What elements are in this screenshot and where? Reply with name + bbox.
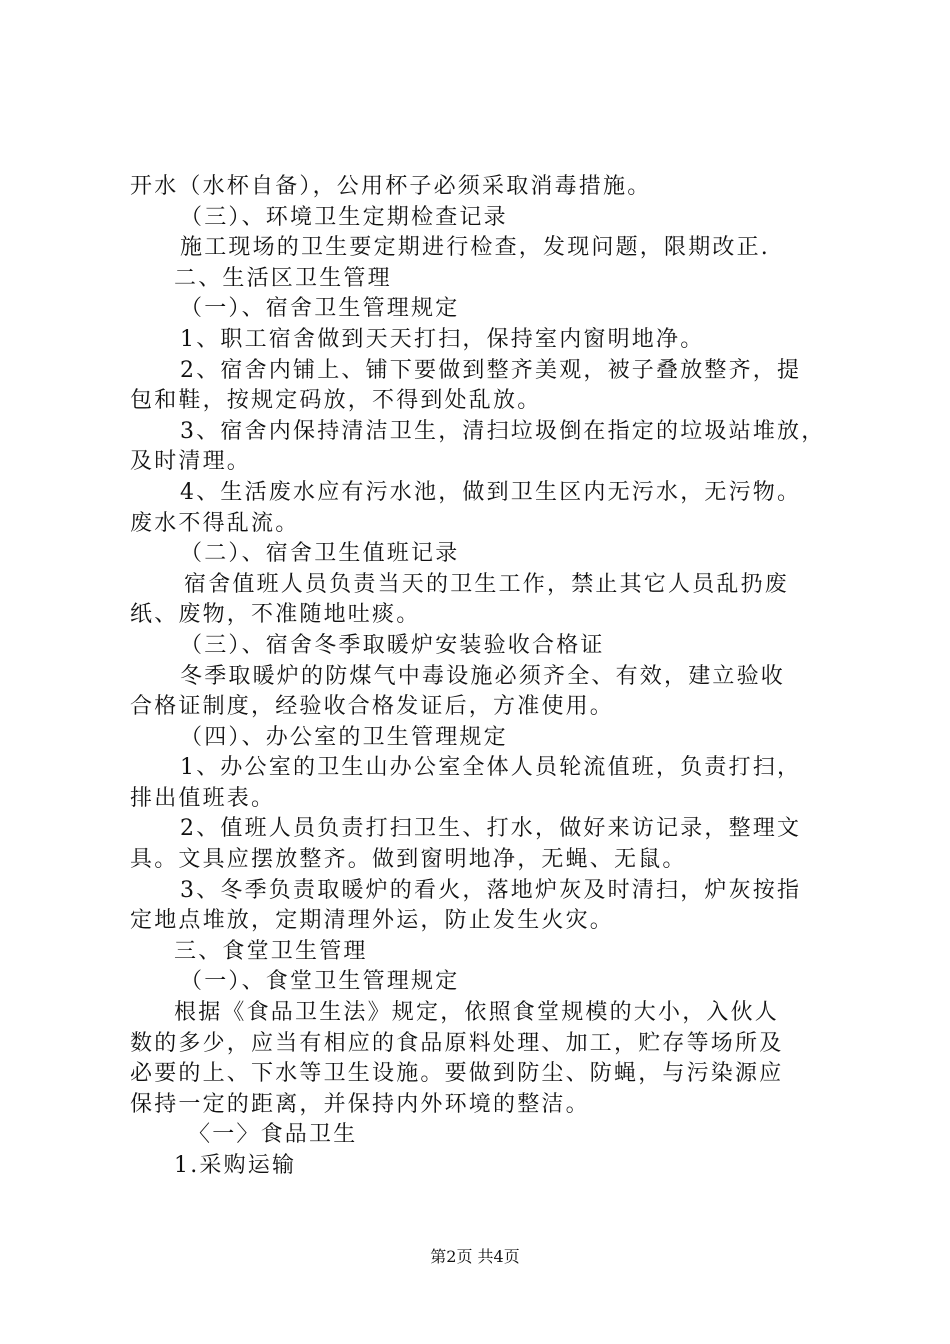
text-line: 根据《食品卫生法》规定，依照食堂规模的大小，入伙人 <box>174 1000 780 1026</box>
text-line: 合格证制度，经验收合格发证后，方准使用。 <box>130 694 615 720</box>
text-line: （一）、宿舍卫生管理规定 <box>180 296 460 322</box>
text-line: 具。文具应摆放整齐。做到窗明地净，无蝇、无鼠。 <box>130 847 687 873</box>
text-line: 3、冬季负责取暖炉的看火，落地炉灰及时清扫，炉灰按指 <box>180 877 802 903</box>
text-line: （四）、办公室的卫生管理规定 <box>180 724 508 750</box>
text-line: 及时清理。 <box>130 449 252 475</box>
text-line: 冬季取暖炉的防煤气中毒设施必须齐全、有效，建立验收 <box>180 663 786 689</box>
text-line: 三、食堂卫生管理 <box>174 938 368 964</box>
text-line: 1、职工宿舍做到天天打扫，保持室内窗明地净。 <box>180 326 705 352</box>
text-line: 2、值班人员负责打扫卫生、打水，做好来访记录，整理文 <box>180 816 802 842</box>
text-line: 〈一〉食品卫生 <box>188 1122 358 1148</box>
text-line: 宿舍值班人员负责当天的卫生工作，禁止其它人员乱扔废 <box>184 571 790 597</box>
text-line: 施工现场的卫生要定期进行检查，发现问题，限期改正. <box>180 235 770 261</box>
page-footer: 第2页 共4页 <box>430 1247 520 1266</box>
text-line: 必要的上、下水等卫生设施。要做到防尘、防蝇，与污染源应 <box>130 1061 784 1087</box>
text-line: 数的多少，应当有相应的食品原料处理、加工，贮存等场所及 <box>130 1030 784 1056</box>
text-line: 1.采购运输 <box>174 1153 297 1178</box>
text-line: 1、办公室的卫生山办公室全体人员轮流值班，负责打扫， <box>180 755 802 781</box>
document-body <box>130 172 830 1182</box>
text-line: 保持一定的距离，并保持内外环境的整洁。 <box>130 1091 590 1117</box>
text-line: 2、宿舍内铺上、铺下要做到整齐美观，被子叠放整齐，提 <box>180 357 802 383</box>
text-line: （三）、环境卫生定期检查记录 <box>180 204 508 230</box>
text-line: 废水不得乱流。 <box>130 510 300 536</box>
text-line: 3、宿舍内保持清洁卫生，清扫垃圾倒在指定的垃圾站堆放， <box>180 418 826 444</box>
text-line: （三）、宿舍冬季取暖炉安装验收合格证 <box>180 632 605 658</box>
text-line: 定地点堆放，定期清理外运，防止发生火灾。 <box>130 908 615 934</box>
text-line: （二）、宿舍卫生值班记录 <box>180 541 460 567</box>
text-line: 包和鞋，按规定码放，不得到处乱放。 <box>130 388 542 414</box>
text-line: 二、生活区卫生管理 <box>174 265 392 291</box>
text-line: （一）、食堂卫生管理规定 <box>180 969 460 995</box>
text-line: 纸、废物，不准随地吐痰。 <box>130 602 421 628</box>
text-line: 开水（水杯自备），公用杯子必须采取消毒措施。 <box>130 174 652 199</box>
text-line: 4、生活废水应有污水池，做到卫生区内无污水，无污物。 <box>180 479 802 505</box>
text-line: 排出值班表。 <box>130 785 276 811</box>
